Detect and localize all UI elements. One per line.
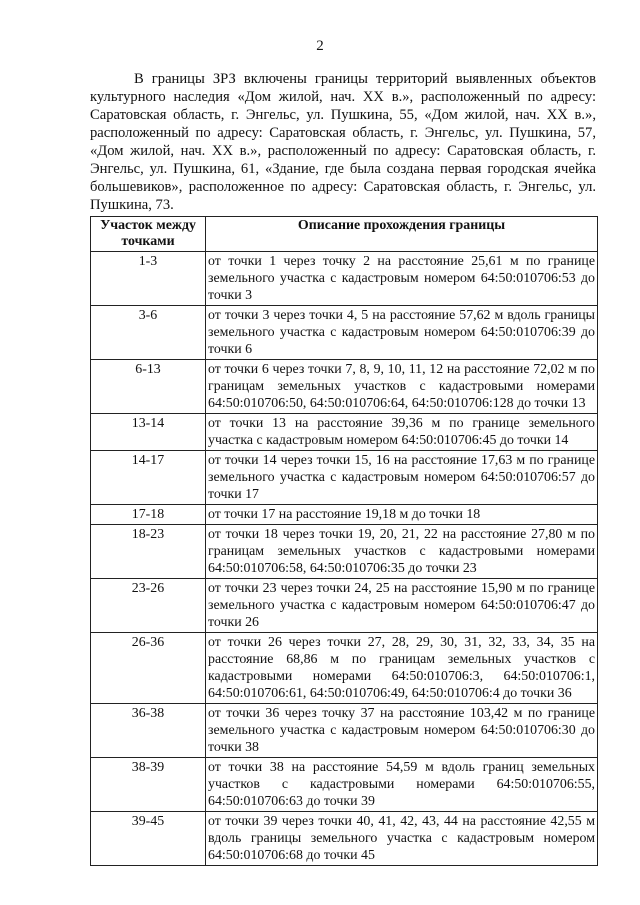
section-cell: 14-17 — [91, 451, 206, 505]
section-cell: 23-26 — [91, 579, 206, 633]
table-row — [91, 633, 598, 704]
section-cell: 1-3 — [91, 252, 206, 306]
boundary-table — [90, 216, 598, 866]
table-row — [91, 360, 598, 414]
description-cell: от точки 14 через точки 15, 16 на расстояние 17,63 м по границе земельного участка с кадастровым номером 64:50:010706:57 до точки 17 — [206, 451, 598, 505]
description-cell: от точки 6 через точки 7, 8, 9, 10, 11, 12 на расстояние 72,02 м по границам земельных участков с кадастровыми номерами 64:50:010706:50, 64:50:010706:64, 64:50:010706:128 до точки 13 — [206, 360, 598, 414]
section-cell: 36-38 — [91, 704, 206, 758]
description-cell: от точки 1 через точку 2 на расстояние 25,61 м по границе земельного участка с кадастровым номером 64:50:010706:53 до точки 3 — [206, 252, 598, 306]
table-header-row — [91, 217, 598, 252]
table-row — [91, 525, 598, 579]
table-row — [91, 505, 598, 525]
table-row — [91, 414, 598, 451]
description-cell: от точки 26 через точки 27, 28, 29, 30, 31, 32, 33, 34, 35 на расстояние 68,86 м по границам земельных участков с кадастровыми номерами 64:50:010706:3, 64:50:010706:1, 64:50:010706:61, 64:50:010706:49, 64:50:010706:4 до точки 36 — [206, 633, 598, 704]
description-cell: от точки 17 на расстояние 19,18 м до точки 18 — [206, 505, 598, 525]
description-cell: от точки 38 на расстояние 54,59 м вдоль границ земельных участков с кадастровыми номерами 64:50:010706:55, 64:50:010706:63 до точки 39 — [206, 758, 598, 812]
section-cell: 38-39 — [91, 758, 206, 812]
table-row — [91, 579, 598, 633]
table-row — [91, 252, 598, 306]
column-header-description: Описание прохождения границы — [206, 217, 598, 252]
description-cell: от точки 23 через точки 24, 25 на расстояние 15,90 м по границе земельного участка с кадастровым номером 64:50:010706:47 до точки 26 — [206, 579, 598, 633]
table-row — [91, 451, 598, 505]
section-cell: 18-23 — [91, 525, 206, 579]
table-row — [91, 306, 598, 360]
section-cell: 6-13 — [91, 360, 206, 414]
table-row — [91, 704, 598, 758]
table-row — [91, 758, 598, 812]
section-cell: 13-14 — [91, 414, 206, 451]
section-cell: 17-18 — [91, 505, 206, 525]
description-cell: от точки 39 через точки 40, 41, 42, 43, 44 на расстояние 42,55 м вдоль границы земельного участка с кадастровым номером 64:50:010706:68 до точки 45 — [206, 812, 598, 866]
intro-paragraph: В границы ЗРЗ включены границы территорий выявленных объектов культурного наследия «Дом жилой, нач. XX в.», расположенный по адресу: Саратовская область, г. Энгельс, ул. Пушкина, 55, «Дом жилой, нач. XX в.», расположенный по адресу: Саратовская область, г. Энгельс, ул. Пушкина, 57, «Дом жилой, нач. XX в.», расположенный по адресу: Саратовская область, г. Энгельс, ул. Пушкина, 61, «Здание, где была создана первая городская ячейка большевиков», расположенное по адресу: Саратовская область, г. Энгельс, ул. Пушкина, 73. — [90, 71, 596, 213]
description-cell: от точки 3 через точки 4, 5 на расстояние 57,62 м вдоль границы земельного участка с кадастровым номером 64:50:010706:39 до точки 6 — [206, 306, 598, 360]
description-cell: от точки 13 на расстояние 39,36 м по границе земельного участка с кадастровым номером 64:50:010706:45 до точки 14 — [206, 414, 598, 451]
description-cell: от точки 36 через точку 37 на расстояние 103,42 м по границе земельного участка с кадастровым номером 64:50:010706:30 до точки 38 — [206, 704, 598, 758]
section-cell: 3-6 — [91, 306, 206, 360]
section-cell: 39-45 — [91, 812, 206, 866]
column-header-section: Участок между точками — [91, 217, 206, 252]
section-cell: 26-36 — [91, 633, 206, 704]
description-cell: от точки 18 через точки 19, 20, 21, 22 на расстояние 27,80 м по границам земельных участков с кадастровыми номерами 64:50:010706:58, 64:50:010706:35 до точки 23 — [206, 525, 598, 579]
table-row — [91, 812, 598, 866]
page-number: 2 — [316, 38, 324, 54]
